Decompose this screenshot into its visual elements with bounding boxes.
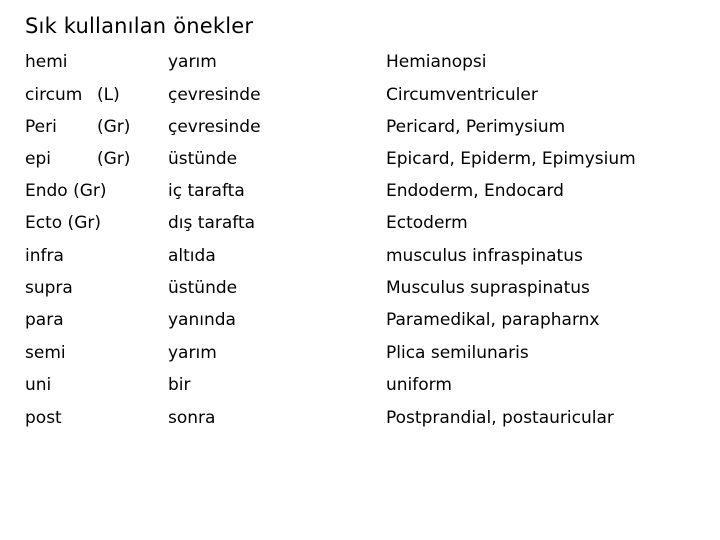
- table-row: [0, 337, 720, 369]
- origin-cell: (L): [97, 85, 120, 105]
- prefix-cell: semi: [25, 343, 66, 363]
- meaning-cell: çevresinde: [168, 117, 261, 137]
- page-title: Sık kullanılan önekler: [25, 14, 254, 38]
- table-row: [0, 207, 720, 239]
- table-row: [0, 111, 720, 143]
- meaning-cell: dış tarafta: [168, 213, 256, 233]
- prefix-cell: supra: [25, 278, 73, 298]
- table-row: [0, 240, 720, 272]
- meaning-cell: iç tarafta: [168, 181, 245, 201]
- prefix-cell: epi: [25, 149, 51, 169]
- prefix-cell: Ecto (Gr): [25, 213, 101, 233]
- prefix-cell: circum: [25, 85, 83, 105]
- example-cell: Circumventriculer: [386, 85, 538, 105]
- example-cell: Ectoderm: [386, 213, 468, 233]
- origin-cell: (Gr): [97, 117, 131, 137]
- prefix-cell: post: [25, 408, 62, 428]
- prefix-cell: Peri: [25, 117, 57, 137]
- table-row: [0, 272, 720, 304]
- example-cell: Hemianopsi: [386, 52, 487, 72]
- example-cell: Musculus supraspinatus: [386, 278, 590, 298]
- prefix-cell: uni: [25, 375, 52, 395]
- meaning-cell: yanında: [168, 310, 236, 330]
- table-row: [0, 402, 720, 434]
- prefix-cell: hemi: [25, 52, 68, 72]
- prefix-cell: Endo (Gr): [25, 181, 107, 201]
- table-row: [0, 79, 720, 111]
- example-cell: musculus infraspinatus: [386, 246, 583, 266]
- origin-cell: (Gr): [97, 149, 131, 169]
- table-row: [0, 369, 720, 401]
- meaning-cell: sonra: [168, 408, 216, 428]
- table-row: [0, 143, 720, 175]
- example-cell: uniform: [386, 375, 452, 395]
- table-row: [0, 46, 720, 78]
- meaning-cell: üstünde: [168, 149, 238, 169]
- example-cell: Paramedikal, parapharnx: [386, 310, 600, 330]
- example-cell: Postprandial, postauricular: [386, 408, 614, 428]
- meaning-cell: yarım: [168, 343, 217, 363]
- meaning-cell: bir: [168, 375, 191, 395]
- table-row: [0, 304, 720, 336]
- meaning-cell: üstünde: [168, 278, 238, 298]
- table-row: [0, 175, 720, 207]
- example-cell: Epicard, Epiderm, Epimysium: [386, 149, 636, 169]
- meaning-cell: çevresinde: [168, 85, 261, 105]
- prefix-cell: para: [25, 310, 64, 330]
- example-cell: Plica semilunaris: [386, 343, 529, 363]
- example-cell: Endoderm, Endocard: [386, 181, 564, 201]
- example-cell: Pericard, Perimysium: [386, 117, 566, 137]
- meaning-cell: altıda: [168, 246, 216, 266]
- prefix-cell: infra: [25, 246, 64, 266]
- meaning-cell: yarım: [168, 52, 217, 72]
